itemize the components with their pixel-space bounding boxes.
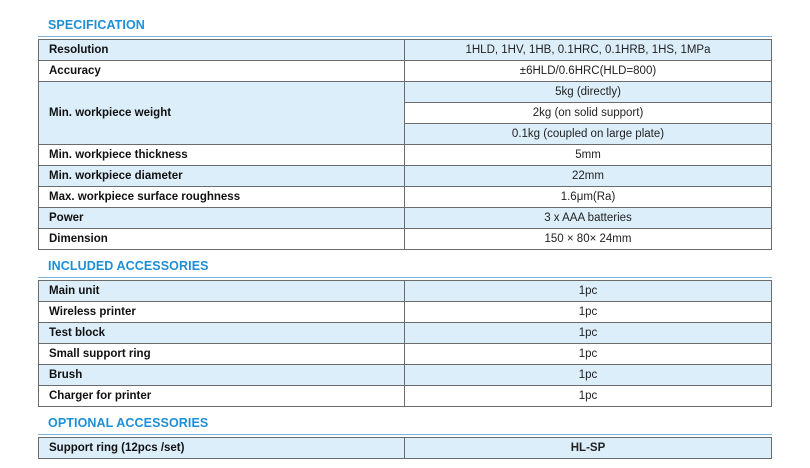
table-row xyxy=(39,323,772,344)
optional-accessories-heading: OPTIONAL ACCESSORIES xyxy=(38,416,772,435)
row-label: Brush xyxy=(39,365,405,386)
row-value: 1HLD, 1HV, 1HB, 0.1HRC, 0.1HRB, 1HS, 1MPa xyxy=(405,40,772,61)
table-row xyxy=(39,302,772,323)
spec-sheet xyxy=(38,0,772,459)
table-row xyxy=(39,208,772,229)
specification-table xyxy=(38,39,772,250)
row-value: 1.6μm(Ra) xyxy=(405,187,772,208)
table-row xyxy=(39,281,772,302)
table-row xyxy=(39,365,772,386)
row-value: ±6HLD/0.6HRC(HLD=800) xyxy=(405,61,772,82)
table-row xyxy=(39,386,772,407)
included-accessories-heading: INCLUDED ACCESSORIES xyxy=(38,259,772,278)
row-value: 1pc xyxy=(405,281,772,302)
table-row xyxy=(39,166,772,187)
table-row xyxy=(39,82,772,103)
row-value: 1pc xyxy=(405,344,772,365)
row-value: 0.1kg (coupled on large plate) xyxy=(405,124,772,145)
row-label: Dimension xyxy=(39,229,405,250)
row-value: 5kg (directly) xyxy=(405,82,772,103)
row-label: Support ring (12pcs /set) xyxy=(39,438,405,459)
row-value: 150 × 80× 24mm xyxy=(405,229,772,250)
row-label: Wireless printer xyxy=(39,302,405,323)
row-value: 5mm xyxy=(405,145,772,166)
row-value: 3 x AAA batteries xyxy=(405,208,772,229)
row-label: Power xyxy=(39,208,405,229)
table-row xyxy=(39,40,772,61)
row-label: Small support ring xyxy=(39,344,405,365)
row-value: 1pc xyxy=(405,323,772,344)
row-value: 1pc xyxy=(405,386,772,407)
table-row xyxy=(39,438,772,459)
row-label: Charger for printer xyxy=(39,386,405,407)
row-value: HL-SP xyxy=(405,438,772,459)
row-label: Min. workpiece diameter xyxy=(39,166,405,187)
table-row xyxy=(39,344,772,365)
row-label: Accuracy xyxy=(39,61,405,82)
row-label: Test block xyxy=(39,323,405,344)
table-row xyxy=(39,229,772,250)
row-value: 22mm xyxy=(405,166,772,187)
table-row xyxy=(39,187,772,208)
row-label: Main unit xyxy=(39,281,405,302)
row-value: 2kg (on solid support) xyxy=(405,103,772,124)
row-value: 1pc xyxy=(405,302,772,323)
table-row xyxy=(39,145,772,166)
row-label: Min. workpiece thickness xyxy=(39,145,405,166)
included-accessories-table xyxy=(38,280,772,407)
row-label: Min. workpiece weight xyxy=(39,82,405,145)
optional-accessories-table xyxy=(38,437,772,459)
row-label: Resolution xyxy=(39,40,405,61)
table-row xyxy=(39,61,772,82)
row-value: 1pc xyxy=(405,365,772,386)
row-label: Max. workpiece surface roughness xyxy=(39,187,405,208)
specification-heading: SPECIFICATION xyxy=(38,18,772,37)
